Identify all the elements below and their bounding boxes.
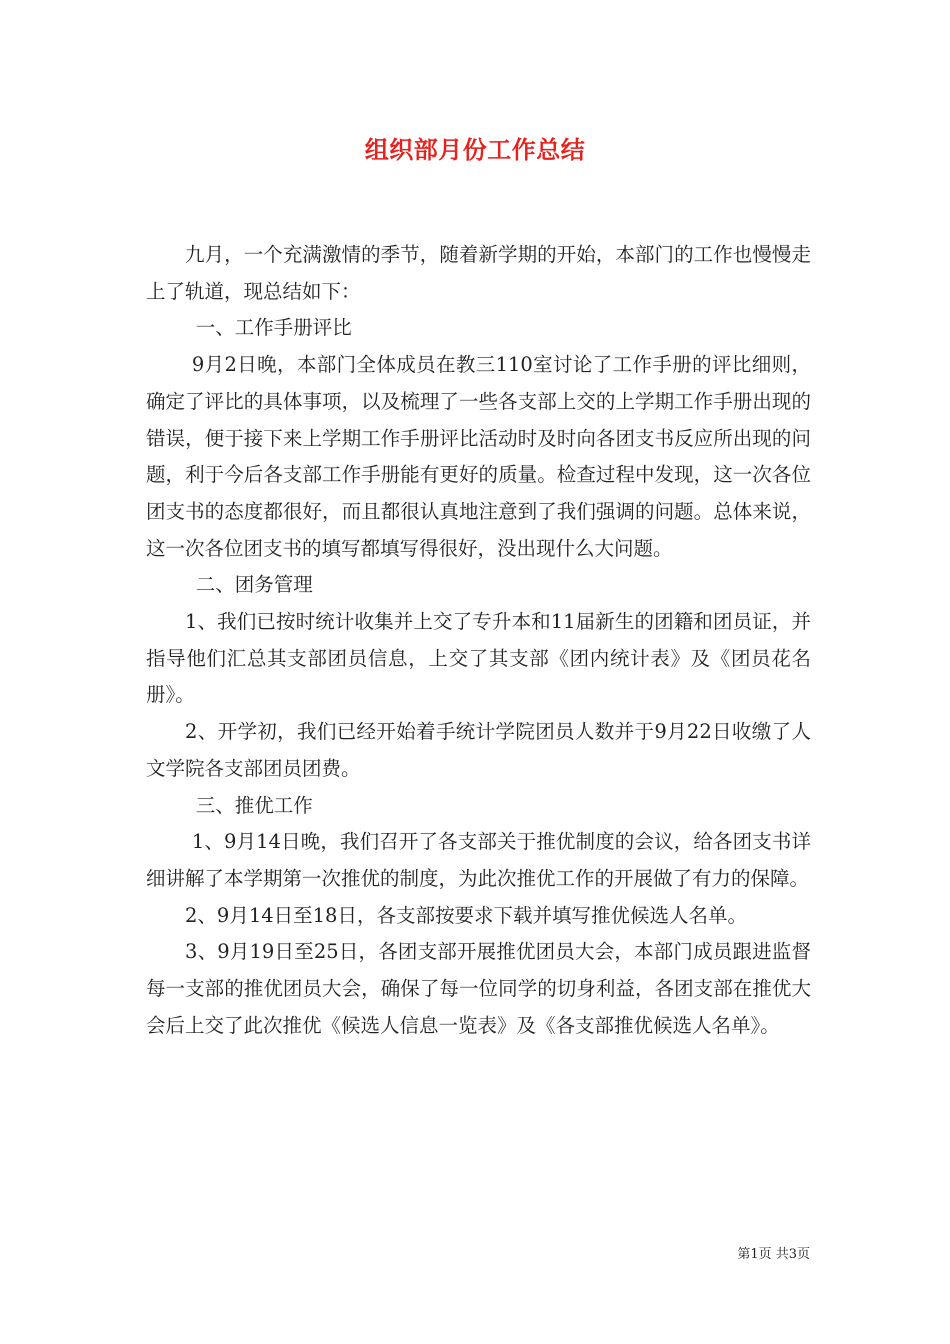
- document-body: [146, 237, 811, 1044]
- document-title: 组织部月份工作总结: [364, 135, 586, 164]
- page-number-footer: 第1页 共3页: [737, 1247, 810, 1262]
- section-heading-2: 二、团务管理: [195, 573, 313, 597]
- intro-paragraph: 九月，一个充满激情的季节，随着新学期的开始，本部门的工作也慢慢走上了轨道，现总结如下：: [146, 243, 811, 303]
- section-3-item-2: 2、9月14日至18日，各支部按要求下载并填写推优候选人名单。: [185, 903, 747, 927]
- section-2-item-2: 2、开学初，我们已经开始着手统计学院团员人数并于9月22日收缴了人文学院各支部团员团费。: [146, 720, 811, 780]
- section-2-item-1: 1、我们已按时统计收集并上交了专升本和11届新生的团籍和团员证，并指导他们汇总其支部团员信息，上交了其支部《团内统计表》及《团员花名册》。: [146, 610, 811, 707]
- section-heading-3: 三、推优工作: [195, 793, 313, 817]
- section-3-item-3: 3、9月19日至25日，各团支部开展推优团员大会，本部门成员跟进监督每一支部的推优团员大会，确保了每一位同学的切身利益，各团支部在推优大会后上交了此次推优《候选人信息一览表》及《各支部推优候选人名单》。: [146, 940, 811, 1037]
- section-1-paragraph: 9月2日晚，本部门全体成员在教三110室讨论了工作手册的评比细则，确定了评比的具体事项，以及梳理了一些各支部上交的上学期工作手册出现的错误，便于接下来上学期工作手册评比活动时及时向各团支书反应所出现的问题，利于今后各支部工作手册能有更好的质量。检查过程中发现，这一次各位团支书的态度都很好，而且都很认真地注意到了我们强调的问题。总体来说，这一次各位团支书的填写都填写得很好，没出现什么大问题。: [146, 353, 811, 560]
- section-3-item-1: 1、9月14日晚，我们召开了各支部关于推优制度的会议，给各团支书详细讲解了本学期第一次推优的制度，为此次推优工作的开展做了有力的保障。: [146, 830, 811, 890]
- section-heading-1: 一、工作手册评比: [195, 316, 352, 340]
